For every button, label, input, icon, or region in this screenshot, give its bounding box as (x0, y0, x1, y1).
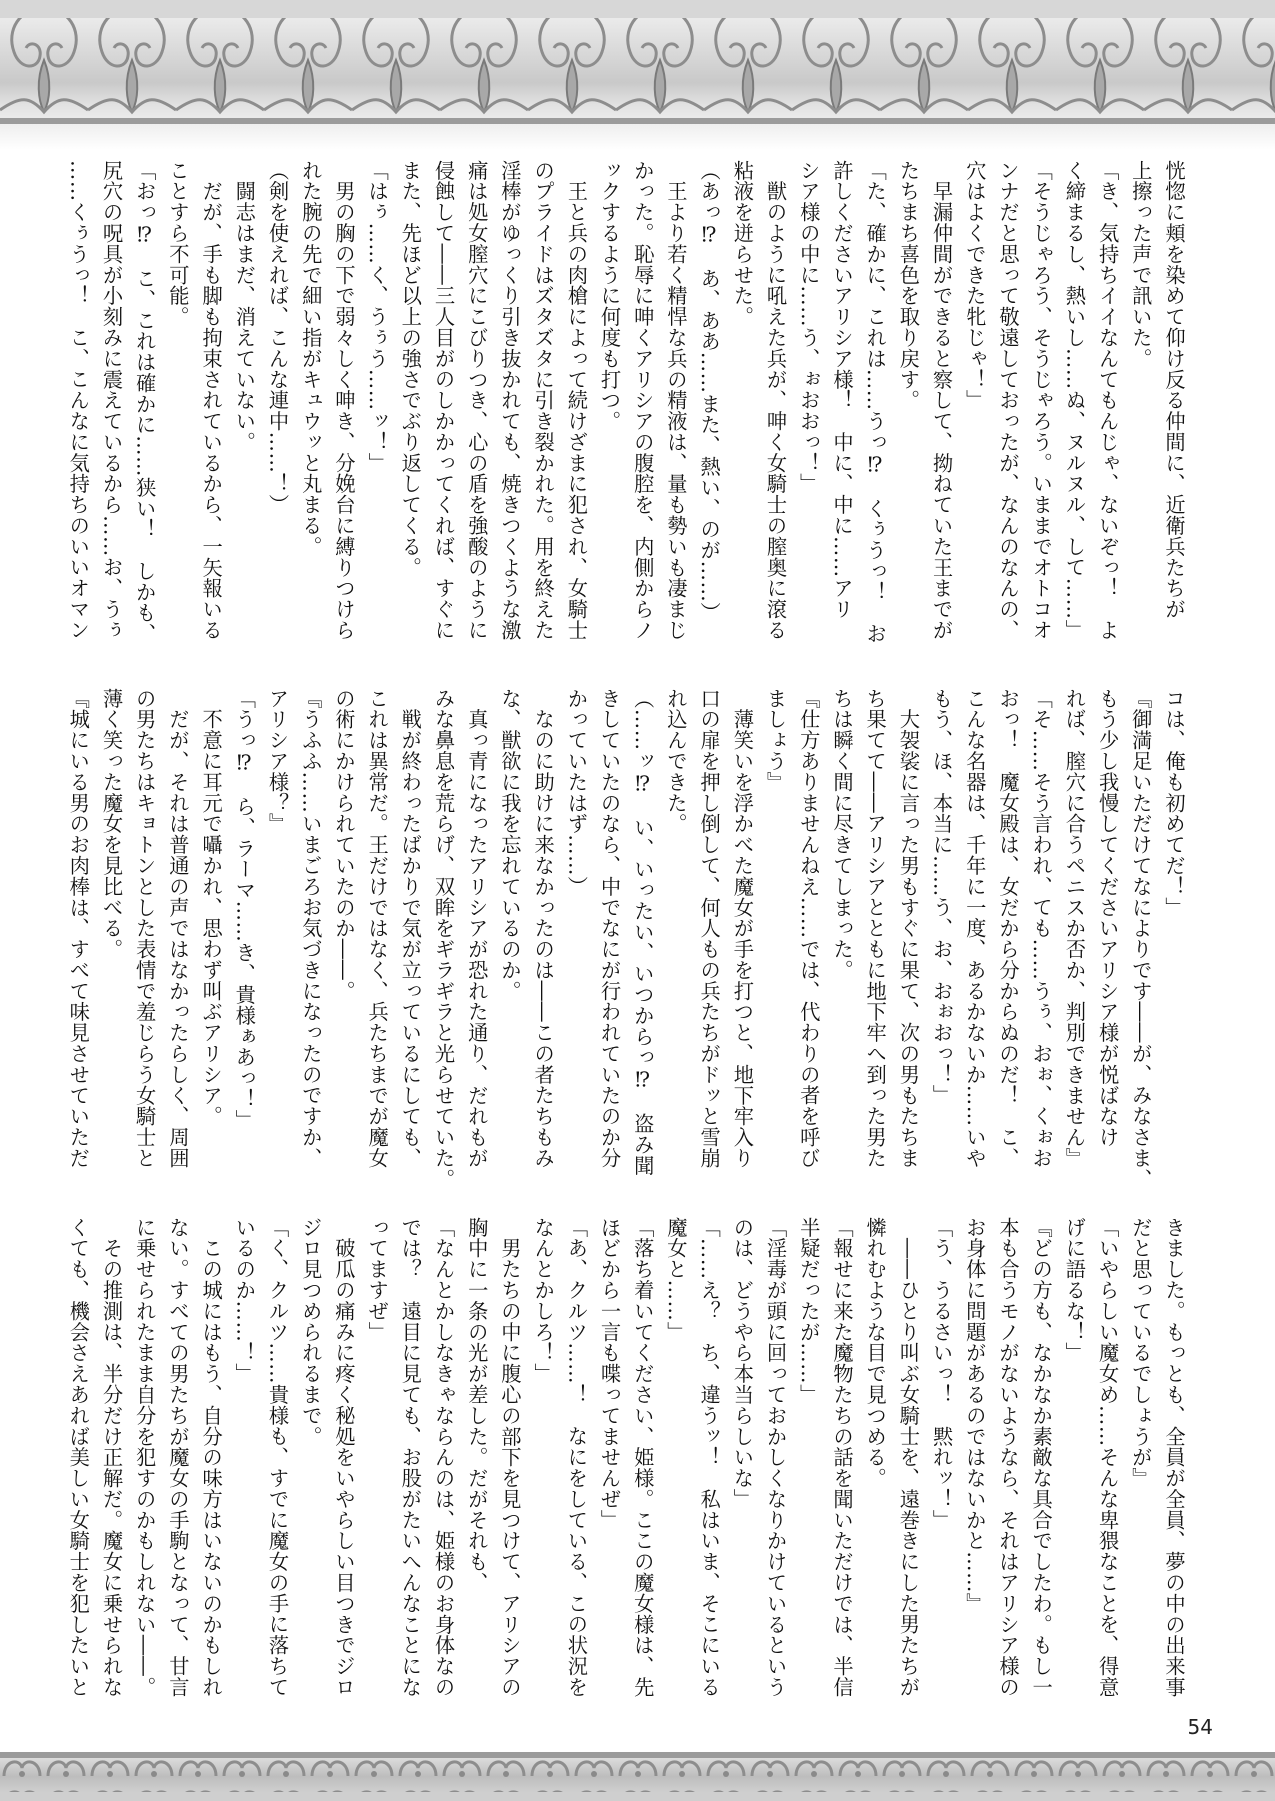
text-line: ってますぜ」 (365, 1217, 390, 1343)
text-line: 口の扉を押し倒して、何人もの兵たちがドッと雪崩 (697, 688, 722, 1169)
text-line: 薄笑いを浮かべた魔女が手を打つと、地下牢入り (730, 688, 755, 1169)
text-line: きました。もっとも、全員が全員、夢の中の出来事 (1162, 1217, 1186, 1698)
text-block-lower (66, 1217, 1190, 1739)
text-line: な、獣欲に我を忘れているのか。 (497, 688, 522, 1002)
text-line: 穴はよくできた牝じゃ！」 (962, 160, 987, 411)
text-line: かった。恥辱に呻くアリシアの腹腔を、内側からノ (630, 160, 655, 641)
text-line: 獣のように吼えた兵が、呻く女騎士の膣奥に滾る (763, 160, 788, 641)
text-line: ンナだと思って敬遠しておったが、なんのなんの、 (995, 160, 1020, 641)
text-line: おっ！ 魔女殿は、女だから分からぬのだ！ こ、 (995, 688, 1020, 1169)
text-line: れば、膣穴に合うペニスか否か、判別できません』 (1062, 688, 1087, 1169)
text-line: れ込んできた。 (663, 688, 688, 835)
text-line: 「う、うるさいっ！ 黙れッ！」 (929, 1217, 954, 1531)
text-line: 「落ち着いてください、姫様。ここの魔女様は、先 (630, 1217, 655, 1698)
text-line: 男たちの中に腹心の部下を見つけて、アリシアの (497, 1217, 522, 1698)
text-line: 「そ……そう言われ、ても……うぅ、おぉ、くぉお (1029, 688, 1054, 1169)
text-line: 王より若く精悍な兵の精液は、量も勢いも凄まじ (663, 160, 688, 641)
text-line: お身体に問題があるのではないかと……』 (962, 1217, 987, 1614)
text-line: 闘志はまだ、消えていない。 (232, 160, 257, 453)
text-line: くても、機会さえあれば美しい女騎士を犯したいと (66, 1217, 91, 1698)
text-line: 不意に耳元で囁かれ、思わず叫ぶアリシア。 (199, 688, 224, 1127)
text-line: だが、それは普通の声ではなかったらしく、周囲 (165, 688, 190, 1169)
text-line: こんな名器は、千年に一度、あるかないか……いや (962, 688, 987, 1169)
text-line: げに語るな！」 (1062, 1217, 1087, 1364)
text-line: アリシア様？』 (265, 688, 290, 835)
text-line: 尻穴の呪具が小刻みに震えているから……お、うぅ (99, 160, 124, 641)
text-line: 「報せに来た魔物たちの話を聞いただけでは、半信 (829, 1217, 854, 1698)
text-line: きしていたのなら、中でなにが行われていたのか分 (597, 688, 622, 1169)
text-line: 真っ青になったアリシアが恐れた通り、だれもが (464, 688, 489, 1169)
text-line: の術にかけられていたのか――。 (331, 688, 356, 1002)
bottom-ornament-pattern (0, 1752, 1275, 1801)
top-ornamental-border (0, 0, 1275, 150)
text-line: では？ 遠目に見ても、お股がたいへんなことにな (398, 1217, 423, 1698)
text-line: 「うっ⁉ ら、ラーマ……き、貴様ぁあっ！」 (232, 688, 257, 1131)
text-line: だと思っているでしょうが』 (1128, 1217, 1153, 1489)
bottom-ornamental-border (0, 1752, 1275, 1801)
text-line: 「はぅ……く、うぅう……ッ！」 (365, 160, 390, 474)
page-number: 54 (1187, 1715, 1213, 1739)
text-line: ちは瞬く間に尽きてしまった。 (829, 688, 854, 981)
text-line: 「あ、クルツ……！ なにをしている、この状況を (564, 1217, 589, 1698)
text-line: 王と兵の肉槍によって続けざまに犯され、女騎士 (564, 160, 589, 641)
top-ornament-pattern (0, 0, 1275, 150)
text-line: 「そうじゃろう、そうじゃろう。いままでオトコオ (1029, 160, 1054, 641)
text-line: 半疑だったが……」 (796, 1217, 821, 1405)
text-line: なのに助けに来なかったのは――この者たちもみ (531, 688, 556, 1169)
text-line: ほどから一言も喋ってませんぜ」 (597, 1217, 622, 1531)
text-line: 『うふふ……いまごろお気づきになったのですか、 (298, 688, 323, 1169)
text-line: れた腕の先で細い指がキュウッと丸まる。 (298, 160, 323, 557)
text-line: たちまち喜色を取り戻す。 (896, 160, 921, 411)
text-line: ない。すべての男たちが魔女の手駒となって、甘言 (165, 1217, 190, 1698)
text-line: かっていたはず……） (564, 688, 589, 897)
text-line: 「淫毒が頭に回っておかしくなりかけているという (763, 1217, 788, 1698)
text-line: コは、俺も初めてだ！」 (1162, 688, 1186, 918)
text-line: の男たちはキョトンとした表情で羞じらう女騎士と (132, 688, 157, 1169)
text-line: ことすら不可能。 (165, 160, 190, 328)
text-line: く締まるし、熱いし……ぬ、ヌルヌル、して……」 (1062, 160, 1087, 641)
text-line: ……くぅうっ！ こ、こんなに気持ちのいいオマン (66, 160, 91, 641)
text-line: その推測は、半分だけ正解だ。魔女に乗せられな (99, 1217, 124, 1698)
text-line: 『仕方ありませんねえ……では、代わりの者を呼び (796, 688, 821, 1169)
text-line: （……ッ⁉ い、いったい、いつからっ⁉ 盗み聞 (630, 688, 655, 1176)
text-block-upper (66, 160, 1190, 680)
text-line: 粘液を迸らせた。 (730, 160, 755, 328)
text-line: 胸中に一条の光が差した。だがそれも、 (464, 1217, 489, 1594)
text-line: 痛は処女膣穴にこびりつき、心の盾を強酸のように (464, 160, 489, 641)
text-line: ましょう』 (763, 688, 788, 793)
text-line: 魔女と……」 (663, 1217, 688, 1343)
text-line: 侵蝕して――三人目がのしかかってくれば、すぐに (431, 160, 456, 641)
text-line: 「た、確かに、これは……うっ⁉ くぅうっ！ お (863, 160, 888, 645)
text-line: 破瓜の痛みに疼く秘処をいやらしい目つきでジロ (331, 1217, 356, 1698)
text-line: のプライドはズタズタに引き裂かれた。用を終えた (531, 160, 556, 641)
text-line: 許しくださいアリシア様！ 中に、中に……アリ (829, 160, 854, 620)
text-line: 『どの方も、なかなか素敵な具合でしたわ。もし一 (1029, 1217, 1054, 1698)
text-line: シア様の中に……う、ぉおおっ！」 (796, 160, 821, 495)
text-line: 憐れむような目で見つめる。 (863, 1217, 888, 1489)
text-line: また、先ほど以上の強さでぶり返してくる。 (398, 160, 423, 578)
text-block-middle (66, 688, 1190, 1210)
text-line: これは異常だ。王だけではなく、兵たちまでが魔女 (365, 688, 390, 1169)
text-line: 「いやらしい魔女め……そんな卑猥なことを、得意 (1095, 1217, 1120, 1698)
text-line: 「き、気持ちイイなんてもんじゃ、ないぞっ！ よ (1095, 160, 1120, 641)
text-line: 大袈裟に言った男もすぐに果て、次の男もたちま (896, 688, 921, 1169)
text-line: に乗せられたまま自分を犯すのかもしれない――。 (132, 1217, 157, 1698)
text-line: 薄く笑った魔女を見比べる。 (99, 688, 124, 960)
text-line: なんとかしろ！」 (531, 1217, 556, 1385)
text-line: この城にはもう、自分の味方はいないのかもしれ (199, 1217, 224, 1698)
text-line: 本も合うモノがないようなら、それはアリシア様の (995, 1217, 1020, 1698)
text-line: ――ひとり叫ぶ女騎士を、遠巻きにした男たちが (896, 1217, 921, 1698)
text-line: （剣を使えれば、こんな連中……！） (265, 160, 290, 516)
text-line: 上擦った声で訊いた。 (1128, 160, 1153, 369)
text-line: いるのか……！」 (232, 1217, 257, 1385)
text-line: 『御満足いただけてなによりです――が、みなさま、 (1128, 688, 1153, 1190)
text-line: 『城にいる男のお肉棒は、すべて味見させていただ (66, 688, 91, 1169)
text-line: 「おっ⁉ こ、これは確かに……狭い！ しかも、 (132, 160, 157, 645)
text-line: 恍惚に頬を染めて仰け反る仲間に、近衛兵たちが (1162, 160, 1186, 620)
text-line: もう、ほ、本当に……う、お、おぉおっ！」 (929, 688, 954, 1106)
text-line: だが、手も脚も拘束されているから、一矢報いる (199, 160, 224, 641)
text-line: 「く、クルツ……貴様も、すでに魔女の手に落ちて (265, 1217, 290, 1698)
text-line: 淫棒がゆっくり引き抜かれても、焼きつくような激 (497, 160, 522, 641)
text-line: のは、どうやら本当らしいな」 (730, 1217, 755, 1510)
text-line: 男の胸の下で弱々しく呻き、分娩台に縛りつけら (331, 160, 356, 641)
text-line: ち果てて――アリシアとともに地下牢へ到った男た (863, 688, 888, 1169)
text-line: 「……え？ ち、違うッ！ 私はいま、そこにいる (697, 1217, 722, 1698)
text-line: みな鼻息を荒らげ、双眸をギラギラと光らせていた。 (431, 688, 456, 1190)
text-line: ジロ見つめられるまで。 (298, 1217, 323, 1447)
text-line: 「なんとかしなきゃならんのは、姫様のお身体なの (431, 1217, 456, 1698)
text-line: もう少し我慢してくださいアリシア様が悦ばなけ (1095, 688, 1120, 1148)
text-line: 早漏仲間ができると察して、拗ねていた王までが (929, 160, 954, 641)
text-line: （あっ⁉ あ、ああ……また、熱い、のが……） (697, 160, 722, 624)
text-line: ックするように何度も打つ。 (597, 160, 622, 432)
text-line: 戦が終わったばかりで気が立っているにしても、 (398, 688, 423, 1169)
